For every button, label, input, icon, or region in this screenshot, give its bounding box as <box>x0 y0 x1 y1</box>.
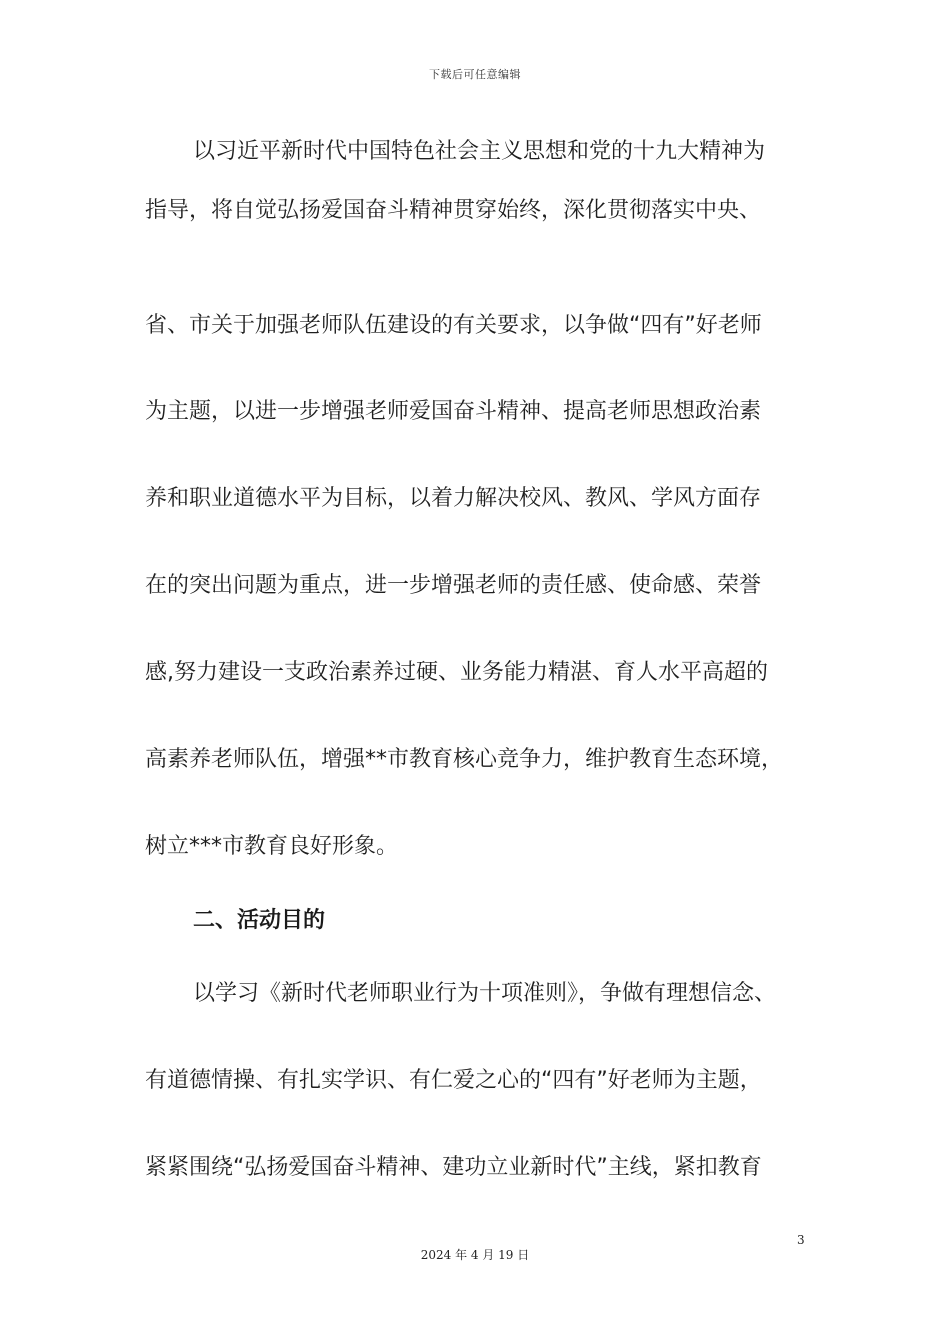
paragraph-line: 高素养老师队伍，增强**市教育核心竞争力，维护教育生态环境， <box>145 747 784 772</box>
paragraph-line: 养和职业道德水平为目标，以着力解决校风、教风、学风方面存 <box>145 486 762 511</box>
header-note: 下载后可任意编辑 <box>429 68 521 81</box>
paragraph-line: 省、市关于加强老师队伍建设的有关要求，以争做“四有”好老师 <box>145 313 762 338</box>
paragraph-line: 以学习《新时代老师职业行为十项准则》，争做有理想信念、 <box>193 981 777 1006</box>
paragraph-line: 指导，将自觉弘扬爱国奋斗精神贯穿始终，深化贯彻落实中央、 <box>145 198 762 223</box>
page-number: 3 <box>797 1233 805 1247</box>
paragraph-line: 树立***市教育良好形象。 <box>145 834 399 859</box>
paragraph-line: 有道德情操、有扎实学识、有仁爱之心的“四有”好老师为主题， <box>145 1068 762 1093</box>
paragraph-line: 为主题，以进一步增强老师爱国奋斗精神、提高老师思想政治素 <box>145 399 762 424</box>
section-heading: 二、活动目的 <box>193 908 326 933</box>
footer-date: 2024 年 4 月 19 日 <box>420 1248 530 1262</box>
paragraph-line: 感,努力建设一支政治素养过硬、业务能力精湛、育人水平高超的 <box>145 660 768 685</box>
paragraph-line: 在的突出问题为重点，进一步增强老师的责任感、使命感、荣誉 <box>145 573 762 598</box>
paragraph-line: 以习近平新时代中国特色社会主义思想和党的十九大精神为 <box>193 139 766 164</box>
paragraph-line: 紧紧围绕“弘扬爱国奋斗精神、建功立业新时代”主线，紧扣教育 <box>145 1155 762 1180</box>
